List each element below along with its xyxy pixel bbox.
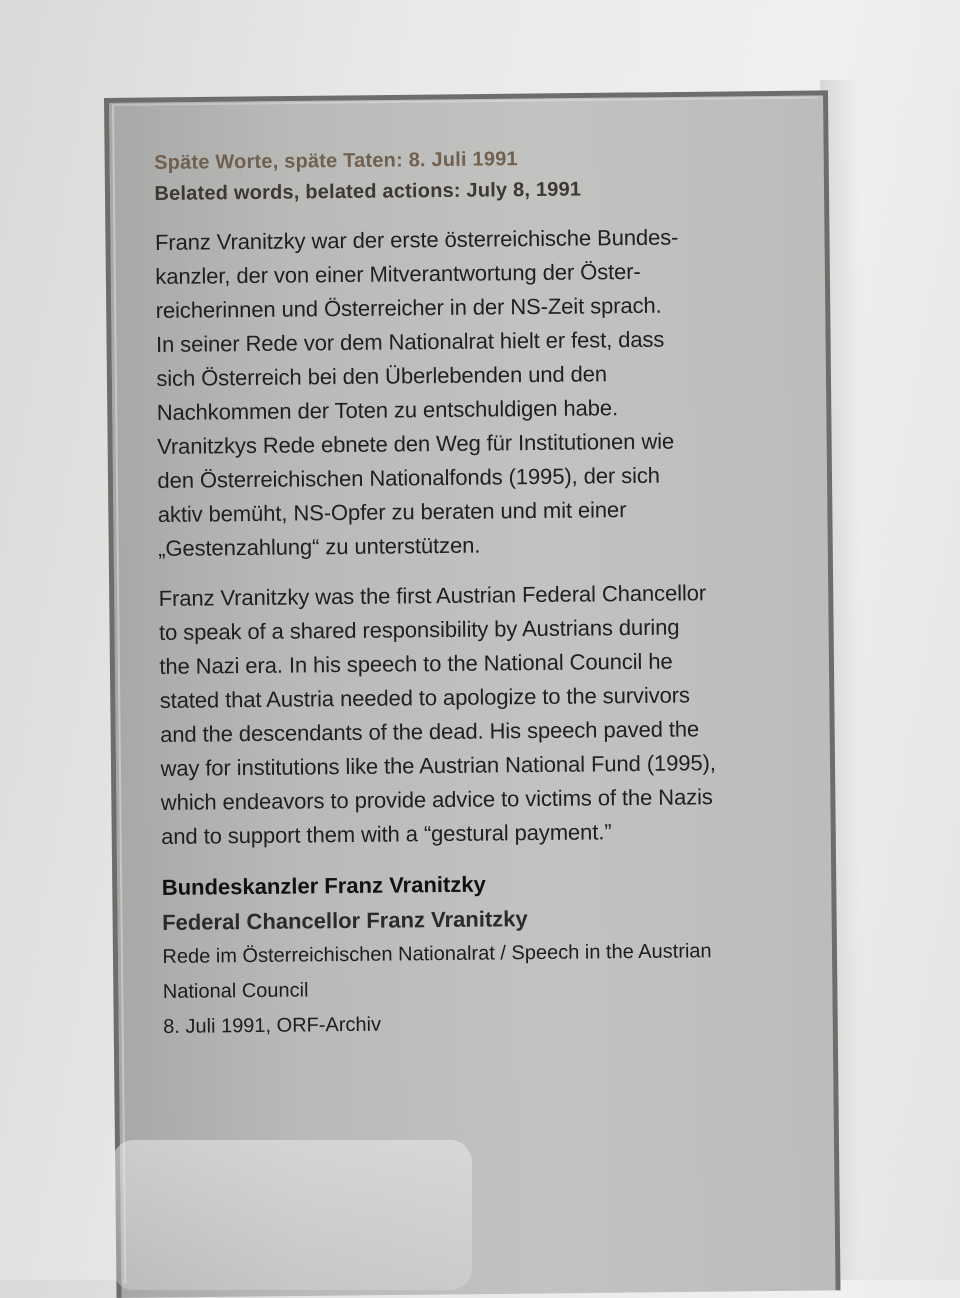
paragraph-english: Franz Vranitzky was the first Austrian Federal Chancellor to speak of a shared responsibility by Austrians during the Nazi era. In his speech to the National Council he stated that Austria needed to apologize to the survivors and the descendants of the dead. His speech paved the way for institutions like the Austrian National Fund (1995), which endeavors to provide advice to victims of the Nazis and to support them with a “gestural payment.” bbox=[158, 580, 716, 849]
credit-name-english: Federal Chancellor Franz Vranitzky bbox=[161, 906, 528, 935]
title-german: Späte Worte, späte Taten: 8. Juli 1991 bbox=[154, 148, 518, 174]
paragraph-german: Franz Vranitzky war der erste österreichische Bundes- kanzler, der von einer Mitverantwortung der Öster- reicherinnen und Österreicher in der NS-Zeit sprach. In seiner Rede vor dem Nationalrat hielt er fest, dass sich Österreich bei den Überlebenden und den Nachkommen der Toten zu entschuldigen habe. Vranitzkys Rede ebnete den Weg für Institutionen wie den Österreichischen Nationalfonds (1995), der sich aktiv bemüht, NS-Opfer zu beraten und mit einer „Gestenzahlung“ zu unterstützen. bbox=[154, 224, 679, 561]
credit-date-archive: 8. Juli 1991, ORF-Archiv bbox=[163, 1013, 382, 1038]
plaque-content bbox=[154, 141, 803, 1045]
light-glare bbox=[112, 1140, 472, 1290]
credit-name-german: Bundeskanzler Franz Vranitzky bbox=[161, 871, 486, 900]
credit-source: Rede im Österreichischen Nationalrat / Speech in the Austrian National Council bbox=[162, 940, 712, 1003]
title-english: Belated words, belated actions: July 8, 1991 bbox=[154, 178, 582, 205]
